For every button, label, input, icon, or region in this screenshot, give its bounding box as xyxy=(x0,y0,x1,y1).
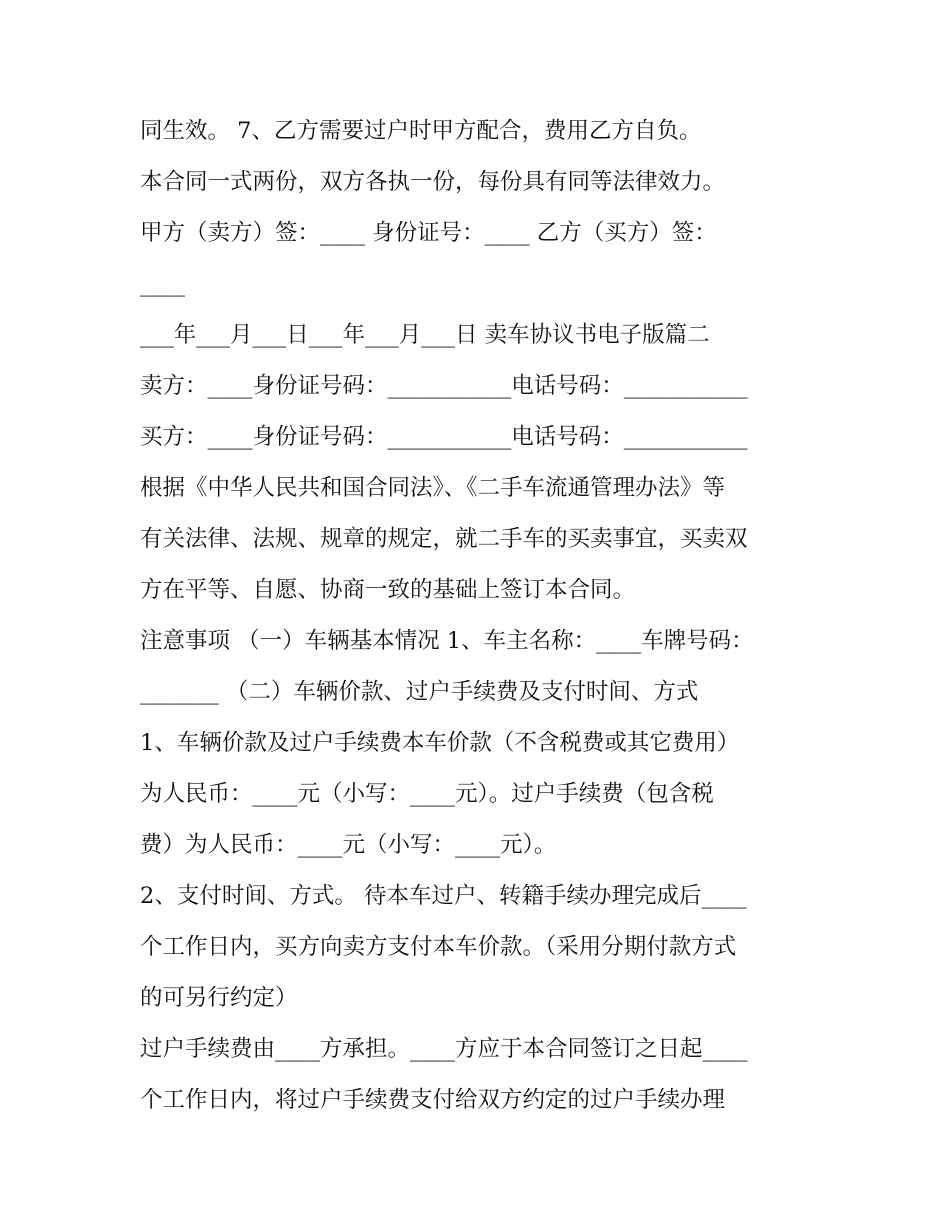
text-line: 甲方（卖方）签：____ 身份证号：____ 乙方（买方）签： xyxy=(140,220,717,246)
text-line: ____ xyxy=(140,271,185,297)
text-line: 个工作日内，买方向卖方支付本车价款。（采用分期付款方式 xyxy=(140,934,737,960)
text-line: 的可另行约定） xyxy=(140,985,298,1011)
text-line: _______ （二）车辆价款、过户手续费及支付时间、方式 xyxy=(140,679,699,705)
text-line: 卖方：____身份证号码：___________电话号码：___________ xyxy=(140,373,748,399)
contract-text xyxy=(140,112,820,1132)
text-line: ___年___月___日___年___月___日 卖车协议书电子版篇二 xyxy=(140,322,710,348)
text-line: 本合同一式两份，双方各执一份，每份具有同等法律效力。 xyxy=(140,169,726,195)
text-line: 买方：____身份证号码：___________电话号码：___________ xyxy=(140,424,748,450)
text-line: 过户手续费由____方承担。____方应于本合同签订之日起____ xyxy=(140,1036,748,1062)
text-line: 为人民币：____元（小写：____元）。过户手续费（包含税 xyxy=(140,781,714,807)
text-line: 费）为人民币：____元（小写：____元）。 xyxy=(140,832,557,858)
text-line: 有关法律、法规、规章的规定，就二手车的买卖事宜，买卖双 xyxy=(140,526,748,552)
text-line: 方在平等、自愿、协商一致的基础上签订本合同。 xyxy=(140,577,636,603)
text-line: 个工作日内，将过户手续费支付给双方约定的过户手续办理 xyxy=(140,1087,726,1113)
text-line: 2、支付时间、方式。 待本车过户、转籍手续办理完成后____ xyxy=(140,883,747,909)
text-line: 根据《中华人民共和国合同法》、《二手车流通管理办法》等 xyxy=(140,475,726,501)
text-line: 1、车辆价款及过户手续费本车价款（不含税费或其它费用） xyxy=(140,730,740,756)
text-line: 同生效。 7、乙方需要过户时甲方配合，费用乙方自负。 xyxy=(140,118,702,144)
text-line: 注意事项 （一）车辆基本情况 1、车主名称：____车牌号码： xyxy=(140,628,754,654)
